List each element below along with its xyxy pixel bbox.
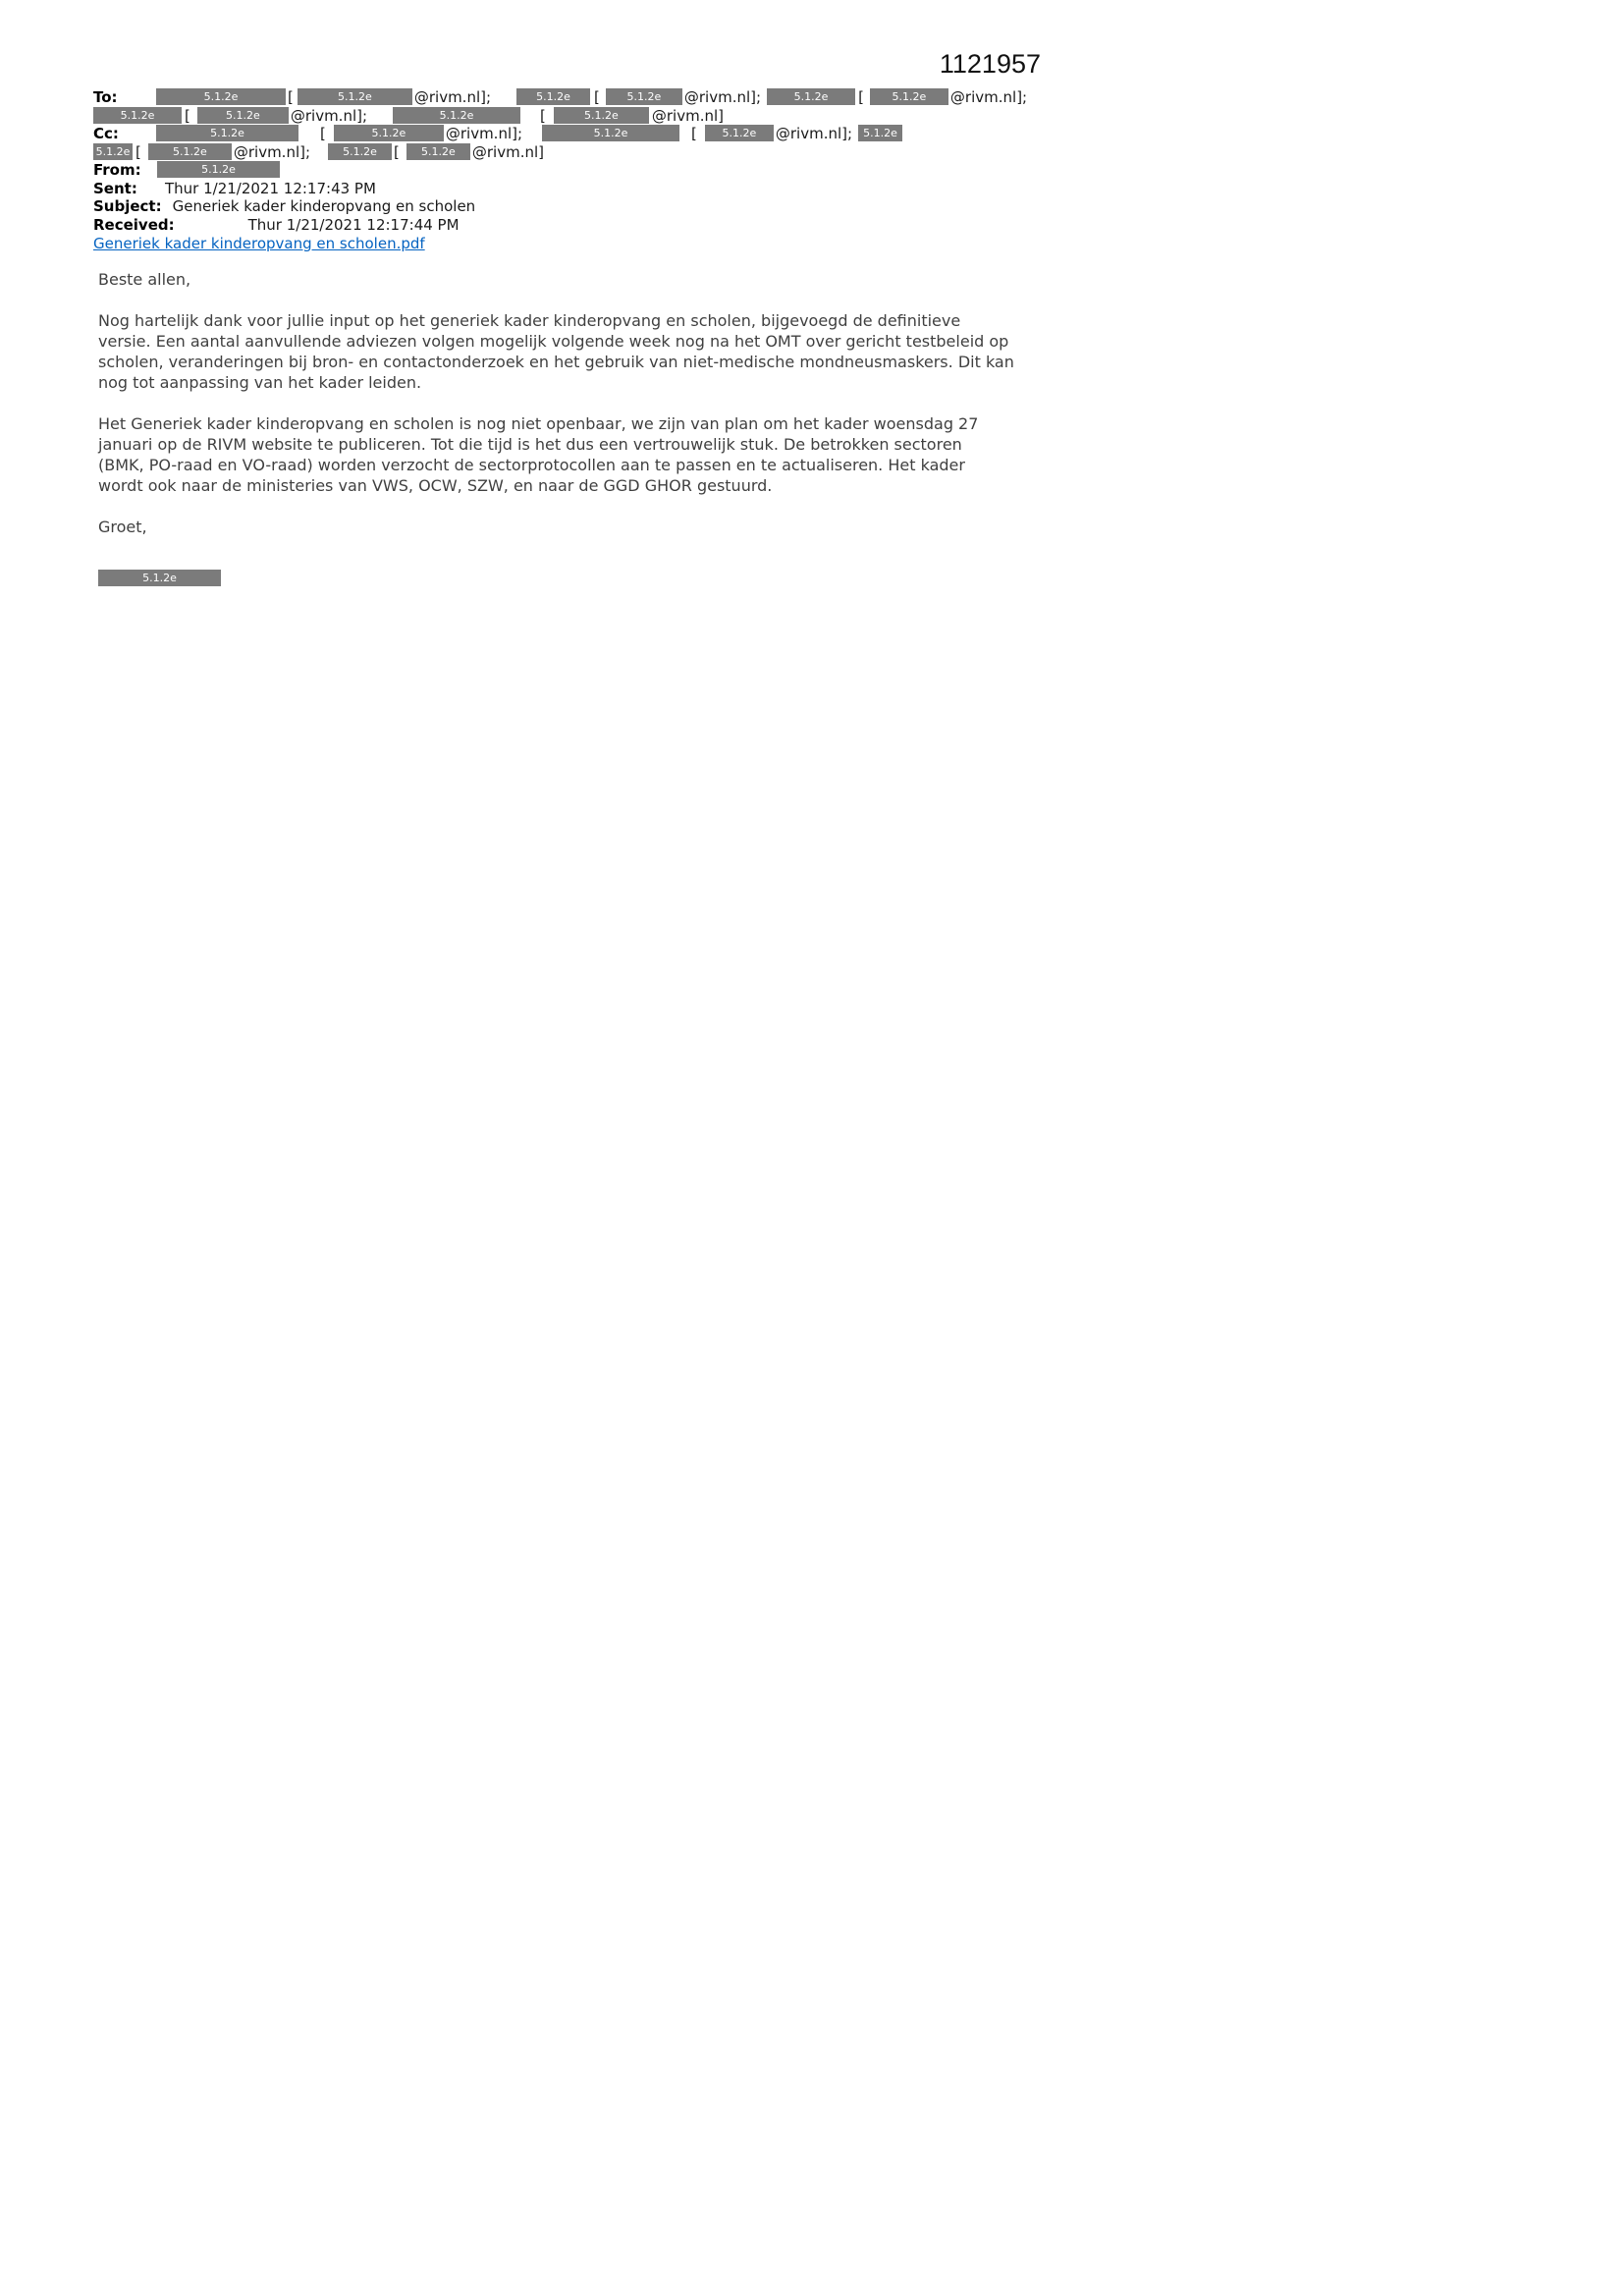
field-label-sent: Sent: (93, 179, 137, 197)
header-text: @rivm.nl]; (775, 125, 853, 142)
body-line: versie. Een aantal aanvullende adviezen volgen mogelijk volgende week nog na het OMT over gericht testbeleid op (98, 332, 1009, 351)
attachment-link[interactable]: Generiek kader kinderopvang en scholen.pdf (93, 235, 425, 252)
header-text: [ (288, 88, 294, 106)
redaction-box: 5.1.2e (148, 143, 232, 160)
header-text: Thur 1/21/2021 12:17:43 PM (165, 179, 376, 197)
content-area (93, 51, 1041, 588)
field-label-received: Received: (93, 215, 175, 234)
body-line: (BMK, PO-raad en VO-raad) worden verzocht de sectorprotocollen aan te passen en te actualiseren. Het kader (98, 456, 965, 474)
header-text: @rivm.nl]; (233, 142, 311, 161)
redaction-box: 5.1.2e (542, 125, 679, 141)
redaction-box: 5.1.2e (705, 125, 774, 141)
redaction-box: 5.1.2e (858, 125, 902, 141)
header-text: [ (858, 88, 864, 106)
redaction-box: 5.1.2e (197, 107, 289, 124)
body-line: Nog hartelijk dank voor jullie input op het generiek kader kinderopvang en scholen, bijgevoegd de definitieve (98, 311, 961, 330)
header-text: Thur 1/21/2021 12:17:44 PM (247, 215, 460, 234)
body-line: wordt ook naar de ministeries van VWS, OCW, SZW, en naar de GGD GHOR gestuurd. (98, 476, 773, 495)
doc-number: 1121957 (939, 49, 1041, 79)
body-line: Beste allen, (98, 270, 191, 289)
header-line-to-1 (93, 88, 1041, 107)
header-line-from (93, 161, 1041, 180)
redaction-box: 5.1.2e (298, 88, 412, 105)
header-line-cc-1 (93, 125, 1041, 143)
header-text: [ (540, 106, 546, 125)
redaction-box: 5.1.2e (393, 107, 520, 124)
header-line-sent (93, 180, 1041, 198)
redaction-box: 5.1.2e (93, 107, 182, 124)
header-line-subject (93, 197, 1041, 216)
header-text: [ (320, 125, 326, 142)
body-paragraph-1 (98, 269, 1001, 290)
header-line-cc-2 (93, 143, 1041, 162)
redaction-box: 5.1.2e (554, 107, 649, 124)
redaction-box: 5.1.2e (516, 88, 590, 105)
field-label-cc: Cc: (93, 125, 119, 142)
header-line-to-2 (93, 107, 1041, 126)
header-text: @rivm.nl]; (683, 88, 762, 106)
header-text: Generiek kader kinderopvang en scholen (172, 197, 476, 215)
redaction-box: 5.1.2e (406, 143, 470, 160)
redaction-box: 5.1.2e (606, 88, 682, 105)
header-text: @rivm.nl]; (445, 125, 523, 142)
body-line: Het Generiek kader kinderopvang en scholen is nog niet openbaar, we zijn van plan om het kader woensdag 27 (98, 414, 979, 433)
body-line: januari op de RIVM website te publiceren. Tot die tijd is het dus een vertrouwelijk stuk. De betrokken sectoren (98, 435, 962, 454)
redaction-box: 5.1.2e (156, 125, 298, 141)
header-text: [ (691, 125, 697, 142)
email-header (93, 88, 1041, 234)
redaction-box: 5.1.2e (93, 143, 133, 160)
attachment-row (93, 235, 1041, 253)
body-line: nog tot aanpassing van het kader leiden. (98, 373, 422, 392)
signature-redaction-box: 5.1.2e (98, 570, 221, 586)
header-text: [ (594, 88, 600, 106)
header-text: @rivm.nl]; (413, 88, 492, 106)
body-line: Groet, (98, 518, 147, 536)
redaction-box: 5.1.2e (767, 88, 855, 105)
body-paragraph-3 (98, 413, 1001, 496)
header-text: [ (394, 142, 400, 161)
header-text: @rivm.nl]; (949, 88, 1028, 106)
header-text: @rivm.nl]; (290, 106, 368, 125)
redaction-box: 5.1.2e (156, 88, 286, 105)
field-label-subject: Subject: (93, 197, 162, 215)
header-text: [ (135, 142, 141, 161)
redaction-box: 5.1.2e (328, 143, 392, 160)
email-body (93, 269, 1014, 588)
field-label-to: To: (93, 88, 118, 106)
header-text: [ (185, 106, 190, 125)
header-line-received (93, 216, 1041, 235)
redaction-box: 5.1.2e (157, 161, 280, 178)
body-paragraph-2 (98, 310, 1014, 393)
header-text: @rivm.nl] (651, 106, 725, 125)
body-line: scholen, veranderingen bij bron- en contactonderzoek en het gebruik van niet-medische mondneusmaskers. Dit kan (98, 353, 1014, 371)
header-text: @rivm.nl] (471, 142, 545, 161)
redaction-box: 5.1.2e (334, 125, 444, 141)
field-label-from: From: (93, 161, 141, 179)
body-paragraph-4 (98, 517, 1001, 537)
redaction-box: 5.1.2e (870, 88, 948, 105)
